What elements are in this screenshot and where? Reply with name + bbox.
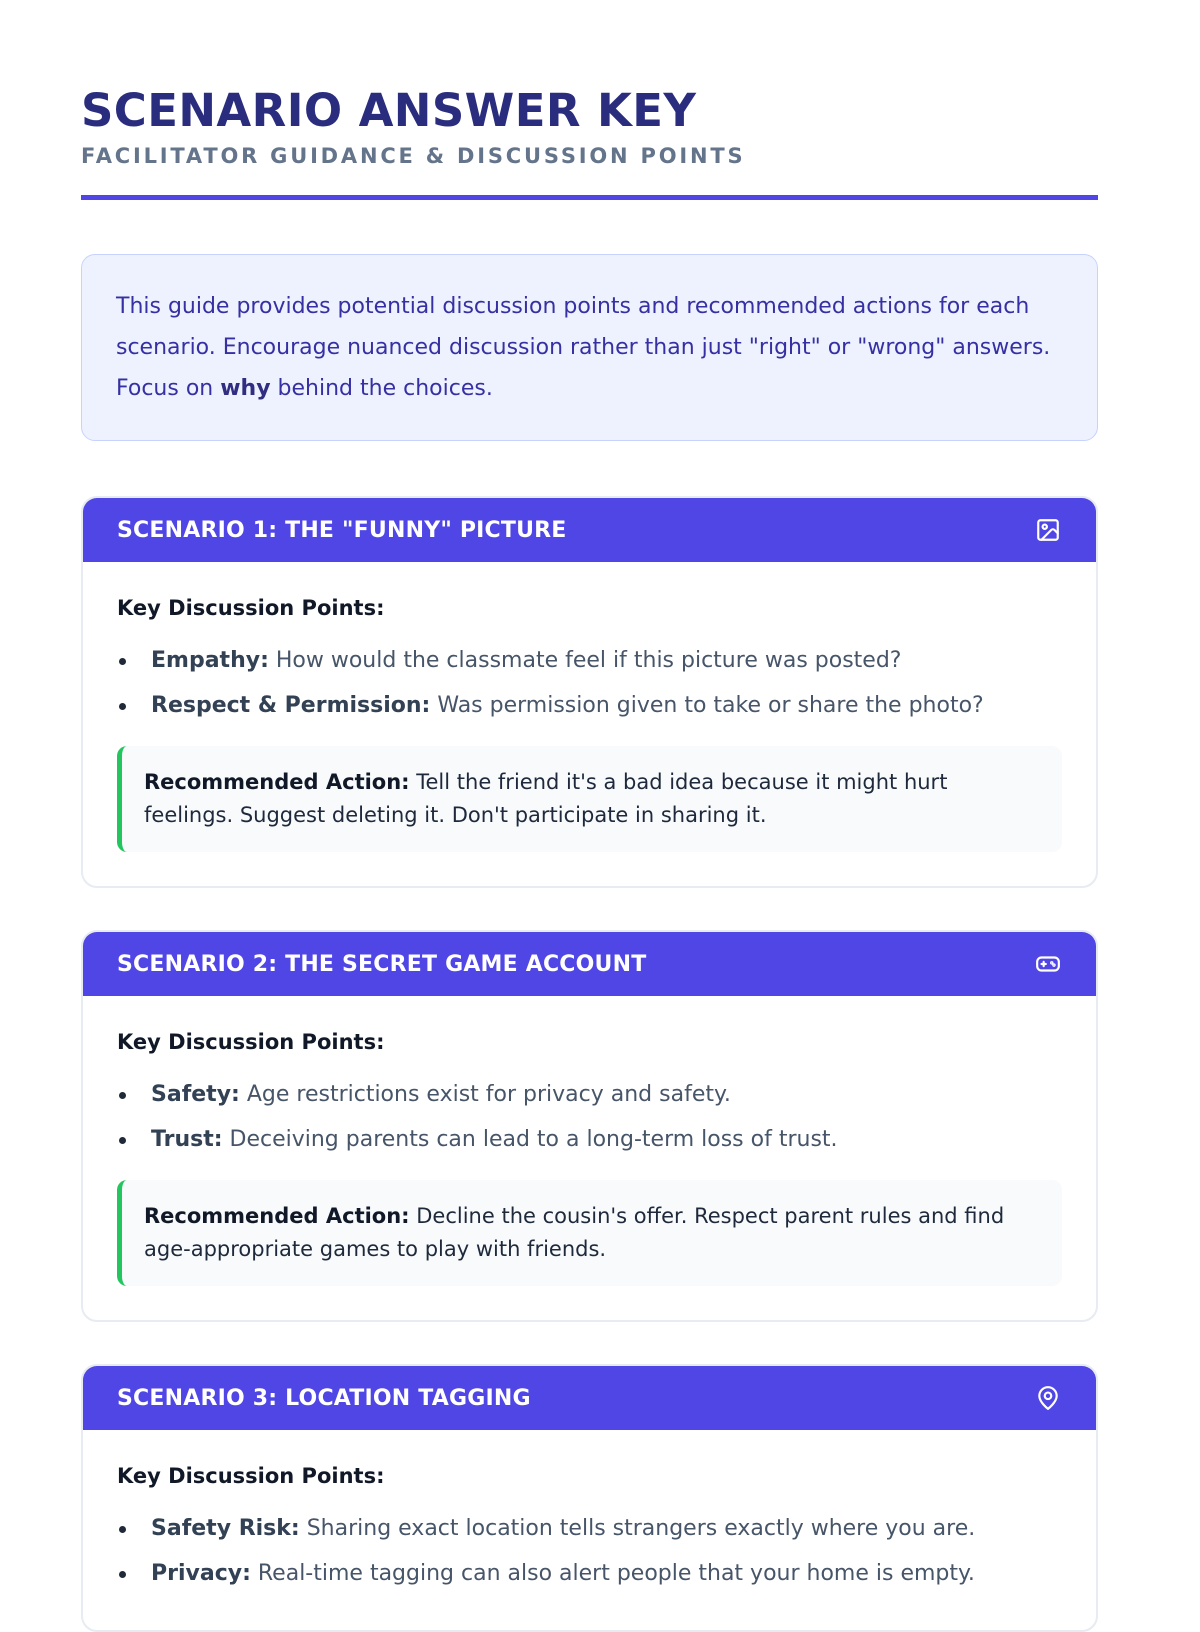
page-title: SCENARIO ANSWER KEY <box>81 84 697 137</box>
action-text: Tell the friend it's a bad idea because it might hurt feelings. Suggest deleting it. Don't participate in sharing it. <box>144 770 948 827</box>
intro-text: This guide provides potential discussion points and recommended actions for each scenario. Encourage nuanced discussion rather than just "right" or "wrong" answers. Focus on <box>116 294 1051 401</box>
intro-emphasis: why <box>220 376 271 401</box>
scenario-card-2 <box>81 930 1098 1322</box>
action-label: Recommended Action: <box>144 770 410 794</box>
scenario-header <box>83 498 1096 562</box>
discussion-points <box>117 1506 1062 1596</box>
point-text: Deceiving parents can lead to a long-term loss of trust. <box>222 1127 838 1152</box>
scenario-body <box>83 1430 1096 1630</box>
scenario-body <box>83 562 1096 886</box>
scenario-title: SCENARIO 2: THE SECRET GAME ACCOUNT <box>117 951 647 977</box>
list-item <box>117 638 1062 683</box>
point-label: Safety: <box>151 1082 240 1107</box>
discussion-label: Key Discussion Points: <box>117 596 385 620</box>
scenario-card-1 <box>81 496 1098 888</box>
gamepad-icon <box>1034 950 1062 978</box>
discussion-label: Key Discussion Points: <box>117 1030 385 1054</box>
list-item <box>117 1072 1062 1117</box>
intro-text-end: behind the choices. <box>270 376 493 401</box>
discussion-label: Key Discussion Points: <box>117 1464 385 1488</box>
scenario-header <box>83 1366 1096 1430</box>
point-text: Sharing exact location tells strangers exactly where you are. <box>299 1516 976 1541</box>
point-label: Trust: <box>151 1127 223 1152</box>
point-text: Age restrictions exist for privacy and safety. <box>239 1082 731 1107</box>
list-item <box>117 1117 1062 1162</box>
header-divider <box>81 195 1098 200</box>
list-item <box>117 683 1062 728</box>
page-header <box>81 0 1098 200</box>
recommended-action <box>117 1180 1062 1286</box>
discussion-points <box>117 1072 1062 1162</box>
scenario-title: SCENARIO 3: LOCATION TAGGING <box>117 1385 531 1411</box>
point-label: Privacy: <box>151 1561 251 1586</box>
page-subtitle: FACILITATOR GUIDANCE & DISCUSSION POINTS <box>81 144 746 168</box>
map-pin-icon <box>1034 1384 1062 1412</box>
recommended-action <box>117 746 1062 852</box>
action-label: Recommended Action: <box>144 1204 410 1228</box>
intro-note <box>81 254 1098 441</box>
discussion-points <box>117 638 1062 728</box>
point-text: Was permission given to take or share the photo? <box>430 693 984 718</box>
list-item <box>117 1551 1062 1596</box>
scenario-card-3 <box>81 1364 1098 1632</box>
point-label: Respect & Permission: <box>151 693 431 718</box>
point-text: How would the classmate feel if this picture was posted? <box>268 648 902 673</box>
scenario-header <box>83 932 1096 996</box>
scenario-title: SCENARIO 1: THE "FUNNY" PICTURE <box>117 517 567 543</box>
point-text: Real-time tagging can also alert people that your home is empty. <box>250 1561 975 1586</box>
scenario-body <box>83 996 1096 1320</box>
image-icon <box>1034 516 1062 544</box>
action-text: Decline the cousin's offer. Respect parent rules and find age-appropriate games to play with friends. <box>144 1204 1005 1261</box>
list-item <box>117 1506 1062 1551</box>
point-label: Safety Risk: <box>151 1516 300 1541</box>
point-label: Empathy: <box>151 648 269 673</box>
